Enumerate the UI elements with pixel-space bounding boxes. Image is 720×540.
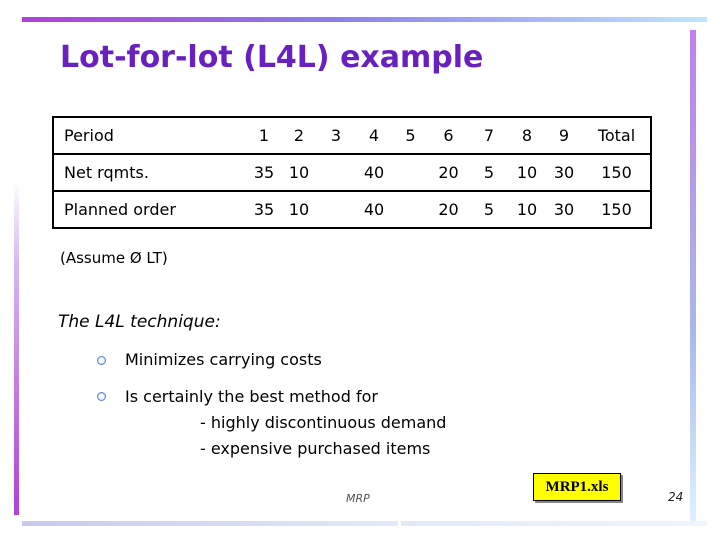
left-accent-bar [14, 180, 19, 515]
table-cell: 10 [281, 191, 317, 228]
period-cell: 8 [521, 126, 533, 145]
table-row [53, 154, 651, 191]
period-cell: 2 [293, 126, 305, 145]
bullet-item-text: Is certainly the best method for [125, 387, 378, 406]
table-cell: 5 [469, 191, 509, 228]
slide-title: Lot-for-lot (L4L) example [60, 40, 484, 75]
period-cell: 7 [483, 126, 495, 145]
sub-item: - highly discontinuous demand [200, 413, 447, 432]
lead-time-assumption: (Assume Ø LT) [60, 249, 168, 267]
table-cell: 30 [545, 191, 583, 228]
total-header-cell: Total [597, 126, 636, 145]
period-cell: 3 [330, 126, 342, 145]
bottom-bar-divider [398, 519, 401, 528]
technique-heading: The L4L technique: [58, 312, 221, 332]
period-cell: 9 [558, 126, 570, 145]
table-cell [393, 191, 428, 228]
table-cell [317, 191, 355, 228]
total-cell: 150 [583, 191, 651, 228]
table-cell: 5 [469, 154, 509, 191]
l4l-table [52, 116, 652, 229]
table-cell: 35 [247, 191, 281, 228]
spreadsheet-link-button[interactable]: MRP1.xls [533, 473, 621, 501]
table-cell: 30 [545, 154, 583, 191]
period-cell: 5 [405, 126, 416, 145]
table-cell: 40 [355, 154, 393, 191]
bullet-icon [97, 356, 106, 365]
table-cell: 10 [281, 154, 317, 191]
table-cell: 10 [509, 154, 545, 191]
sub-item: - expensive purchased items [200, 439, 431, 458]
bullet-item: Minimizes carrying costs [125, 350, 322, 369]
period-cell: 6 [443, 126, 454, 145]
table-cell: 10 [509, 191, 545, 228]
row-label: Net rqmts. [53, 154, 247, 191]
bottom-accent-bar [22, 521, 707, 526]
table-cell: 35 [247, 154, 281, 191]
total-cell: 150 [583, 154, 651, 191]
right-accent-bar [690, 30, 696, 525]
table-cell [317, 154, 355, 191]
top-accent-bar [22, 17, 707, 22]
table-cell: 20 [428, 191, 469, 228]
table-header-row [53, 117, 651, 154]
table-cell [393, 154, 428, 191]
table-cell: 20 [428, 154, 469, 191]
period-cell: 4 [368, 126, 380, 145]
header-label: Period [64, 126, 114, 145]
page-number: 24 [668, 490, 684, 504]
bullet-item [125, 384, 446, 462]
bullet-icon [97, 392, 106, 401]
period-cell: 1 [258, 126, 270, 145]
table-row [53, 191, 651, 228]
row-label: Planned order [53, 191, 247, 228]
footer-label: MRP [346, 492, 370, 505]
table-cell: 40 [355, 191, 393, 228]
